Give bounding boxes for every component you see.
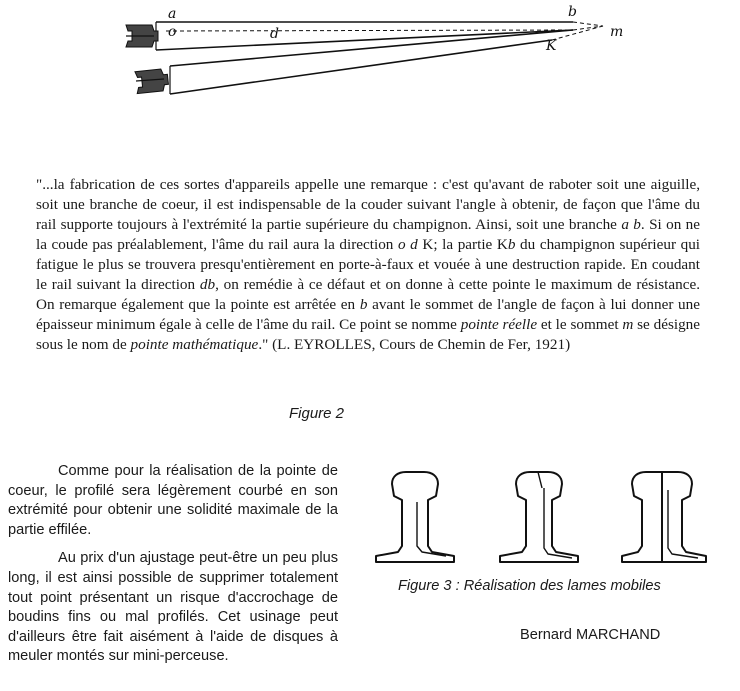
quote-text: "...la fabrication de ces sortes d'appareils appelle une remarque : c'est qu'avant de raboter soit une aiguille, soit une branche de coeur, il est indispensable de la couder suivant l'angle à obtenir, de façon que l'âme du rail supporte toujours à l'extrémité la partie supérieure du champignon. Ainsi, soit une branche xyxy=(36,176,700,233)
lower-rail xyxy=(135,30,573,94)
quote-variable: b xyxy=(507,236,516,253)
author-name: Bernard MARCHAND xyxy=(520,627,661,643)
rail-profile-2 xyxy=(500,472,578,562)
quote-text: avant le sommet de l'angle de façon à lui donner une épaisseur minimum égale à celle de l'âme du rail. Ce point se nomme xyxy=(36,296,700,333)
quote-text: K; la partie K xyxy=(417,236,508,253)
quote-variable: m xyxy=(622,316,634,333)
label-d: d xyxy=(270,26,279,42)
quote-text: du champignon supérieur qui fatigue le plus se trouvera presqu'entièrement en porte-à-faux et vouée à une destruction rapide. En coudant le rail suivant la direction xyxy=(36,236,701,293)
figure-3-drawing xyxy=(372,470,712,565)
quote-variable: o d xyxy=(397,236,418,253)
label-b: b xyxy=(568,4,577,20)
rail-profile-1 xyxy=(376,472,454,562)
quote-variable: db xyxy=(199,276,216,293)
quote-text: , on remédie à ce défaut et on donne à cette pointe le maximum de résistance. On remarque également que la pointe est arrêtée en xyxy=(36,276,700,313)
quote-variable: a b xyxy=(621,216,641,233)
label-a: a xyxy=(168,6,177,22)
figure-2-drawing xyxy=(118,0,638,100)
label-m: m xyxy=(610,24,624,40)
body-text xyxy=(8,462,338,667)
quote-term: pointe réelle xyxy=(460,316,538,333)
quote-text: et le sommet xyxy=(537,316,623,333)
body-paragraph-1: Comme pour la réalisation de la pointe de coeur, le profilé sera légèrement courbé en son extrémité pour obtenir une solidité maximale de la partie effilée. xyxy=(8,463,338,538)
quote-term: pointe mathématique xyxy=(130,336,259,353)
label-K: K xyxy=(546,38,557,54)
body-paragraph-2: Au prix d'un ajustage peut-être un peu plus long, il est ainsi possible de supprimer totalement tout point présentant un risque d'accrochage de boudins fins ou mal profilés. Cet usinage peut d'ailleurs être fait aisément à l'aide de disques à meuler montés sur mini-perceuse. xyxy=(8,550,338,665)
quote-text: se désigne sous le nom de xyxy=(36,316,701,353)
figure-3-caption: Figure 3 : Réalisation des lames mobiles xyxy=(398,578,661,594)
label-o: o xyxy=(168,24,177,40)
rail-profile-3 xyxy=(622,472,706,562)
quote-text: . Si on ne la coude pas préalablement, l'âme du rail aura la direction xyxy=(36,216,701,253)
figure-2-caption: Figure 2 xyxy=(289,405,345,422)
quote-variable: b xyxy=(359,296,368,313)
quote-text: ." (L. EYROLLES, Cours de Chemin de Fer, 1921) xyxy=(258,336,571,353)
eyrolles-quote xyxy=(36,175,700,355)
